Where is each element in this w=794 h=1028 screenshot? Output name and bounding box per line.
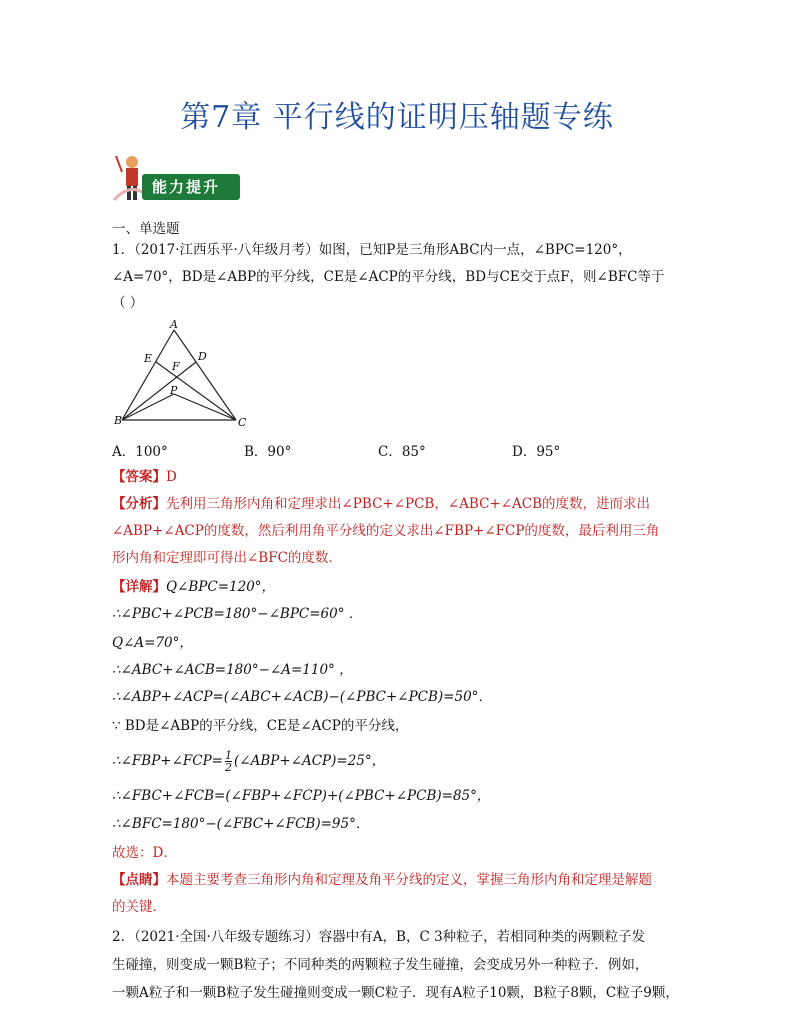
- step-5: ∴∠ABP+∠ACP=(∠ABC+∠ACB)−(∠PBC+∠PCB)=50°．: [112, 689, 492, 705]
- label-b: B: [114, 414, 123, 427]
- half-fraction: [225, 750, 232, 773]
- fraction-denominator: 2: [225, 761, 232, 774]
- comment-tag: 【点睛】: [112, 872, 166, 888]
- analysis-tag: 【分析】: [112, 496, 166, 512]
- step-7: [112, 746, 385, 776]
- q2-line-1: 2．（2021·全国·八年级专题练习）容器中有A，B，C 3种粒子，若相同种类的两颗粒子发: [112, 929, 646, 945]
- step-1: Q∠BPC=120°，: [166, 579, 276, 595]
- choice-d: D．95°: [512, 444, 561, 460]
- label-f: F: [172, 360, 180, 373]
- analysis-line-3: 形内角和定理即可得出∠BFC的度数．: [112, 550, 342, 566]
- label-p: P: [170, 384, 178, 397]
- analysis-text-1: 先利用三角形内角和定理求出∠PBC+∠PCB，∠ABC+∠ACB的度数，进而求出: [166, 496, 651, 512]
- step-4: ∴∠ABC+∠ACB=180°−∠A=110° ，: [112, 662, 353, 678]
- choose-line: 故选：D．: [112, 845, 177, 861]
- fraction-numerator: 1: [225, 749, 232, 762]
- step-9: ∴∠BFC=180°−(∠FBC+∠FCB)=95°．: [112, 816, 370, 832]
- answer-tag: 【答案】: [112, 469, 166, 485]
- step-7-pre: ∴∠FBP+∠FCP=: [112, 753, 223, 769]
- page-title: 第7章 平行线的证明压轴题专练: [180, 100, 614, 135]
- comment-line-1: [112, 871, 652, 889]
- q2-line-2: 生碰撞，则变成一颗B粒子；不同种类的两颗粒子发生碰撞，会变成另外一种粒子．例如，: [112, 957, 649, 973]
- q2-line-3: 一颗A粒子和一颗B粒子发生碰撞则变成一颗C粒子．现有A粒子10颗，B粒子8颗，C粒子9颗，: [112, 985, 679, 1001]
- analysis-line-2: ∠ABP+∠ACP的度数，然后利用角平分线的定义求出∠FBP+∠FCP的度数，最后利用三角: [112, 523, 660, 539]
- q1-line-1: 1．（2017·江西乐平·八年级月考）如图，已知P是三角形ABC内一点，∠BPC=120°，: [112, 242, 632, 258]
- analysis-line-1: [112, 495, 650, 513]
- comment-text-1: 本题主要考查三角形内角和定理及角平分线的定义，掌握三角形内角和定理是解题: [166, 872, 652, 888]
- comment-line-2: 的关键．: [112, 899, 166, 915]
- q1-line-3: （ ）: [112, 295, 144, 311]
- choice-a: A．100°: [112, 444, 168, 460]
- section-heading: 一、单选题: [112, 221, 180, 237]
- section-badge: [112, 150, 242, 206]
- choice-c: C．85°: [378, 444, 426, 460]
- badge-label: 能力提升: [152, 178, 221, 196]
- step-2: ∴∠PBC+∠PCB=180°−∠BPC=60° ．: [112, 606, 363, 622]
- answer-row: [112, 468, 177, 486]
- detail-line-1: [112, 578, 275, 596]
- q1-line-2: ∠A=70°，BD是∠ABP的平分线，CE是∠ACP的平分线，BD与CE交于点F，则∠BFC等于: [112, 269, 665, 285]
- step-8: ∴∠FBC+∠FCB=(∠FBP+∠FCP)+(∠PBC+∠PCB)=85°，: [112, 788, 491, 804]
- label-e: E: [144, 352, 153, 365]
- triangle-figure: [112, 318, 252, 428]
- answer-value: D: [166, 469, 177, 485]
- choice-b: B．90°: [244, 444, 292, 460]
- label-d: D: [198, 350, 207, 363]
- step-6: ∵ BD是∠ABP的平分线，CE是∠ACP的平分线，: [112, 718, 409, 734]
- step-7-post: (∠ABP+∠ACP)=25°，: [234, 753, 386, 769]
- detail-tag: 【详解】: [112, 579, 166, 595]
- step-3: Q∠A=70°，: [112, 635, 193, 651]
- label-c: C: [238, 416, 247, 428]
- label-a: A: [170, 318, 178, 331]
